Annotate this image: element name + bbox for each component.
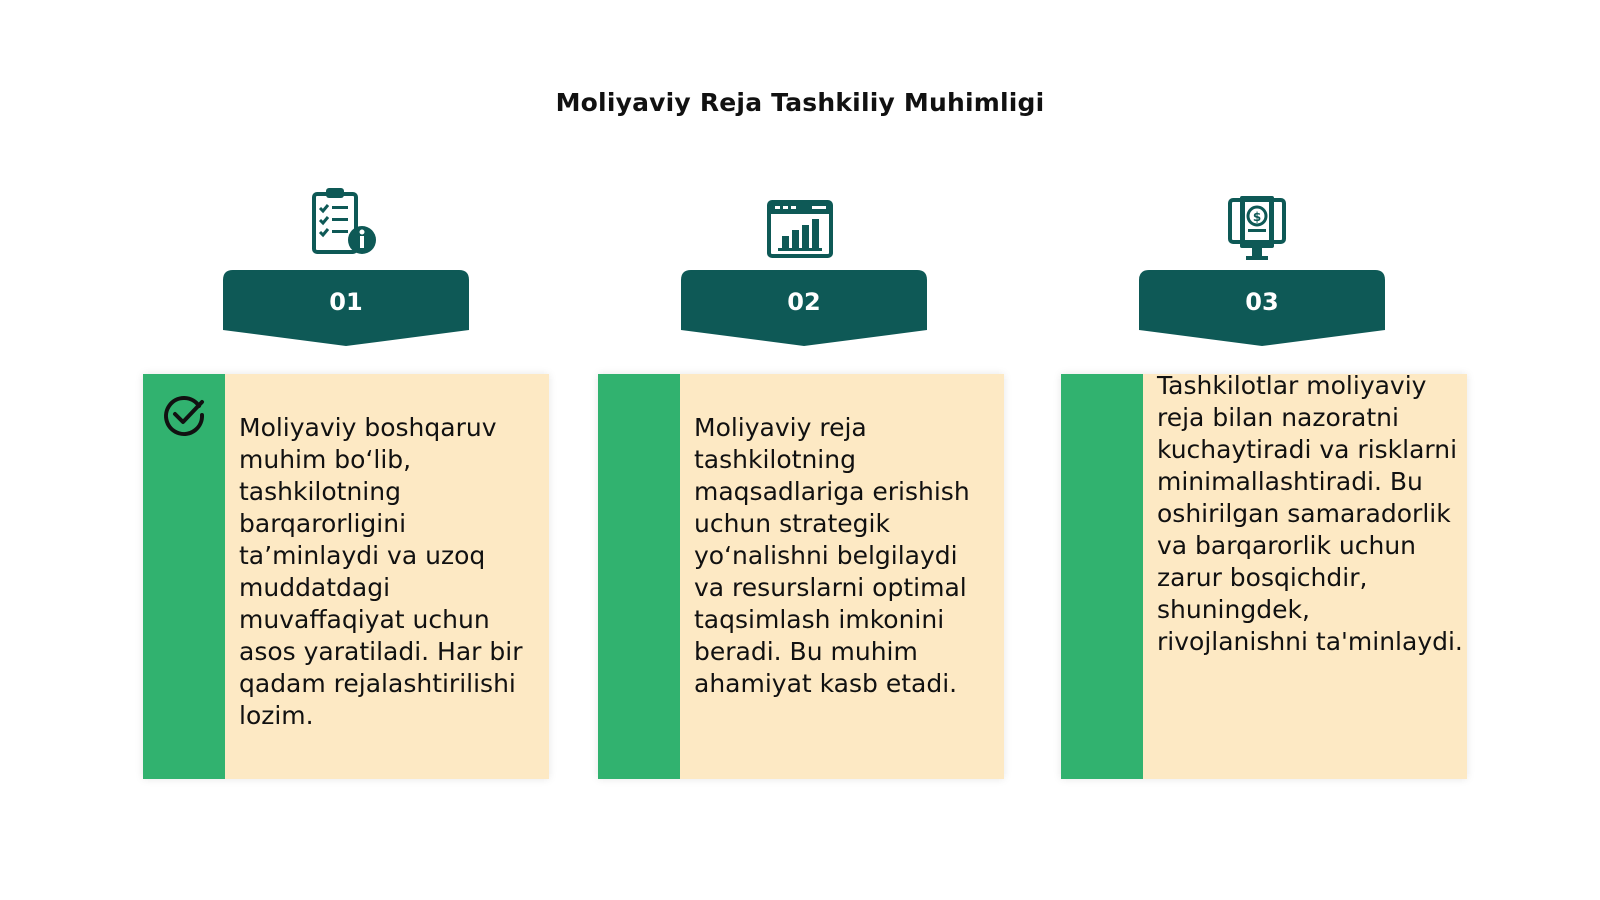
card-body (680, 374, 1004, 779)
step-badge-03 (1139, 270, 1385, 346)
card-accent-bar (1061, 374, 1143, 779)
step-description: Moliyaviy boshqaruv muhim bo‘lib, tashkilotning barqarorligini ta’minlaydi va uzoq muddatdagi muvaffaqiyat uchun asos yaratiladi. Har bir qadam rejalashtirilishi lozim. (239, 413, 523, 730)
browser-bar-chart-icon (760, 196, 840, 268)
step-number: 03 (1245, 288, 1279, 316)
step-badge-01 (223, 270, 469, 346)
card-body (1143, 371, 1467, 779)
step-number: 02 (787, 288, 821, 316)
card-accent-bar (143, 374, 225, 779)
step-number: 01 (329, 288, 363, 316)
step-card-03 (1061, 371, 1467, 779)
step-description: Tashkilotlar moliyaviy reja bilan nazoratni kuchaytiradi va risklarni minimallashtiradi. Bu oshirilgan samaradorlik va barqarorlik uchun zarur bosqichdir, shuningdek, rivojlanishni ta'minlaydi. (1157, 371, 1463, 656)
step-card-01 (143, 374, 549, 779)
card-body (225, 374, 549, 779)
card-accent-bar (598, 374, 680, 779)
svg-text:$: $ (1252, 210, 1262, 224)
clipboard-checklist-info-icon (306, 186, 386, 258)
step-card-02 (598, 374, 1004, 779)
step-description: Moliyaviy reja tashkilotning maqsadlariga erishish uchun strategik yo‘nalishni belgilaydi va resurslarni optimal taqsimlash imkonini beradi. Bu muhim ahamiyat kasb etadi. (694, 413, 970, 698)
check-circle-icon (161, 392, 207, 438)
step-badge-02 (681, 270, 927, 346)
monitor-dollar-icon (1218, 194, 1298, 266)
diagram-title: Moliyaviy Reja Tashkiliy Muhimligi (555, 88, 1045, 117)
